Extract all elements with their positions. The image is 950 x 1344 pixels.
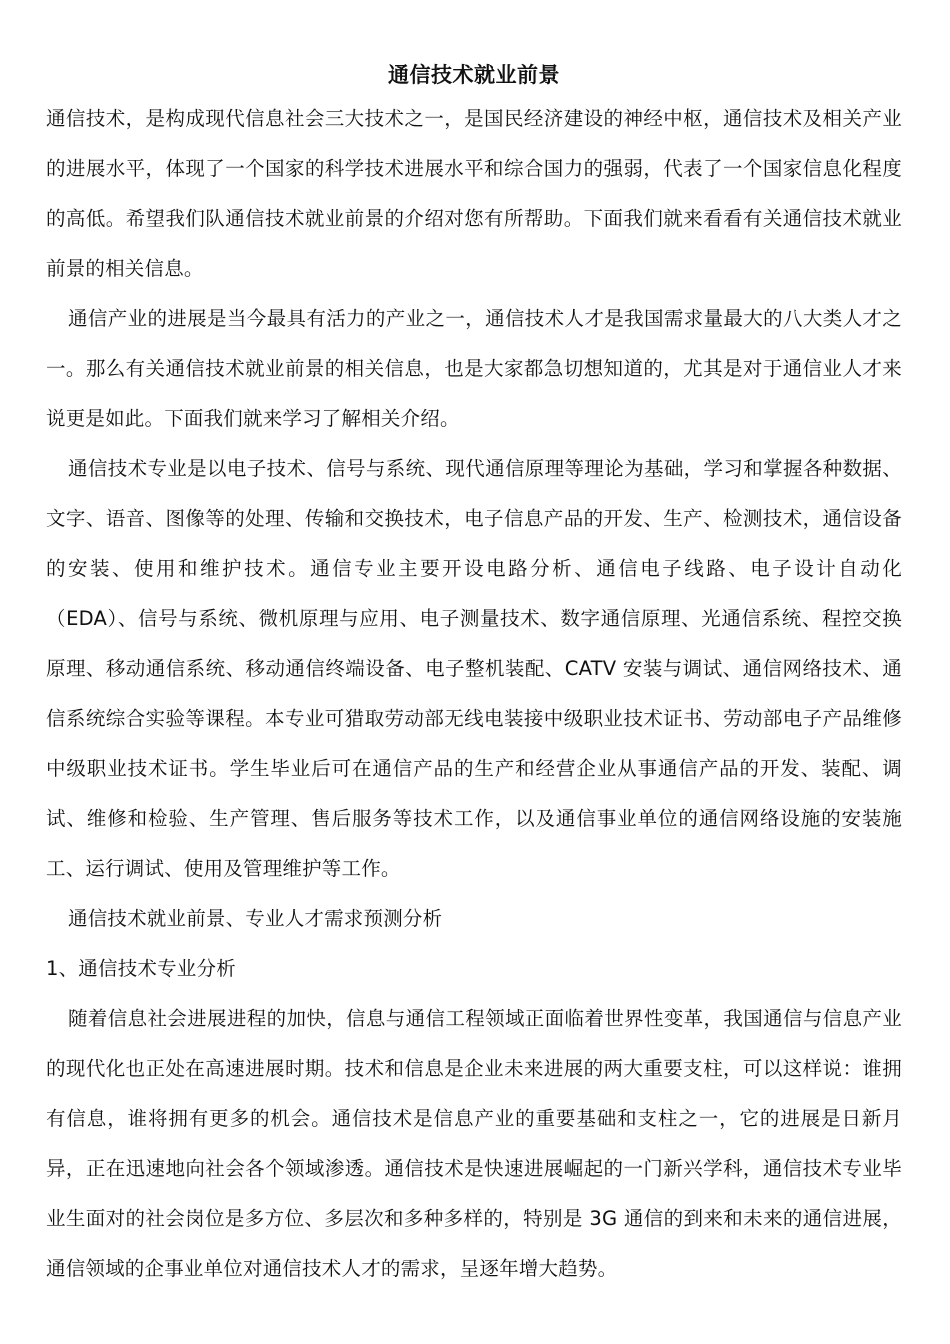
paragraph-industry: 通信产业的进展是当今最具有活力的产业之一，通信技术人才是我国需求量最大的八大类人才之一。那么有关通信技术就业前景的相关信息，也是大家都急切想知道的，尤其是对于通信业人才来说更是如此。下面我们就来学习了解相关介绍。	[46, 307, 902, 430]
subsection-heading-major-analysis: 1、通信技术专业分析	[46, 957, 236, 980]
paragraph-major-description: 通信技术专业是以电子技术、信号与系统、现代通信原理等理论为基础，学习和掌握各种数据、文字、语音、图像等的处理、传输和交换技术，电子信息产品的开发、生产、检测技术，通信设备的安装、使用和维护技术。通信专业主要开设电路分析、通信电子线路、电子设计自动化（EDA）、信号与系统、微机原理与应用、电子测量技术、数字通信原理、光通信系统、程控交换原理、移动通信系统、移动通信终端设备、电子整机装配、CATV 安装与调试、通信网络技术、通信系统综合实验等课程。本专业可猎取劳动部无线电装接中级职业技术证书、劳动部电子产品维修中级职业技术证书。学生毕业后可在通信产品的生产和经营企业从事通信产品的开发、装配、调试、维修和检验、生产管理、售后服务等技术工作，以及通信事业单位的通信网络设施的安装施工、运行调试、使用及管理维护等工作。	[46, 457, 902, 880]
paragraph-analysis: 随着信息社会进展进程的加快，信息与通信工程领域正面临着世界性变革，我国通信与信息产业的现代化也正处在高速进展时期。技术和信息是企业未来进展的两大重要支柱，可以这样说：谁拥有信息，谁将拥有更多的机会。通信技术是信息产业的重要基础和支柱之一，它的进展是日新月异，正在迅速地向社会各个领域渗透。通信技术是快速进展崛起的一门新兴学科，通信技术专业毕业生面对的社会岗位是多方位、多层次和多种多样的，特别是 3G 通信的到来和未来的通信进展，通信领域的企事业单位对通信技术人才的需求，呈逐年增大趋势。	[46, 1007, 902, 1280]
paragraph-intro: 通信技术，是构成现代信息社会三大技术之一，是国民经济建设的神经中枢，通信技术及相关产业的进展水平，体现了一个国家的科学技术进展水平和综合国力的强弱，代表了一个国家信息化程度的高低。希望我们队通信技术就业前景的介绍对您有所帮助。下面我们就来看看有关通信技术就业前景的相关信息。	[46, 107, 902, 280]
document-page	[46, 56, 902, 1294]
document-title: 通信技术就业前景	[388, 63, 560, 87]
section-heading-demand-forecast: 通信技术就业前景、专业人才需求预测分析	[68, 907, 443, 930]
